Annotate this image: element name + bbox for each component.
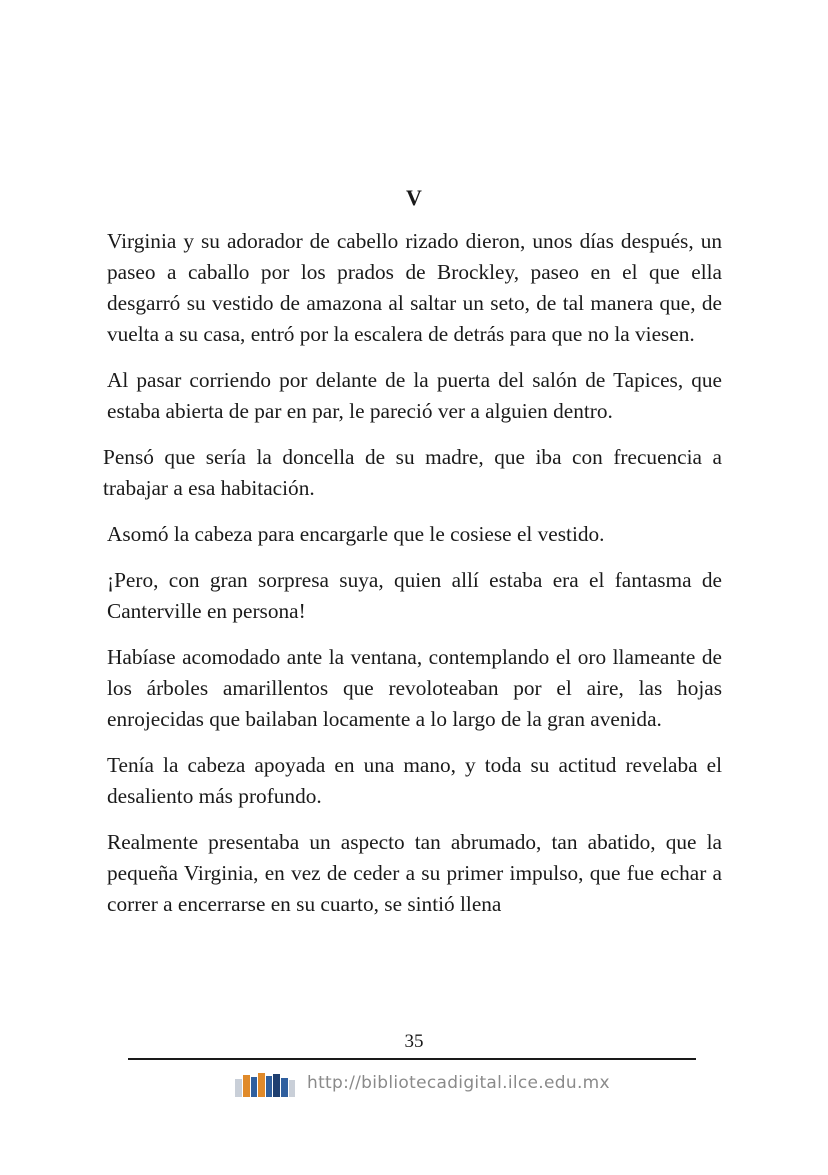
paragraph-3: Pensó que sería la doncella de su madre, que iba con frecuencia a trabajar a esa habitación. [103, 445, 722, 500]
paragraph-4: Asomó la cabeza para encargarle que le cosiese el vestido. [107, 522, 605, 546]
footer [233, 1068, 610, 1098]
paragraph-6: Habíase acomodado ante la ventana, contemplando el oro llameante de los árboles amarillentos que revoloteaban por el aire, las hojas enrojecidas que bailaban locamente a lo largo de la gran avenida. [107, 645, 722, 731]
paragraph-1: Virginia y su adorador de cabello rizado dieron, unos días después, un paseo a caballo por los prados de Brockley, paseo en el que ella desgarró su vestido de amazona al saltar un seto, de tal manera que, de vuelta a su casa, entró por la escalera de detrás para que no la viesen. [107, 229, 722, 346]
page-number: 35 [404, 1031, 424, 1052]
footer-divider [128, 1058, 696, 1060]
chapter-heading: V [406, 185, 422, 210]
paragraph-8: Realmente presentaba un aspecto tan abrumado, tan abatido, que la pequeña Virginia, en vez de ceder a su primer impulso, que fue echar a correr a encerrarse en su cuarto, se sintió llena [107, 830, 722, 916]
paragraph-5: ¡Pero, con gran sorpresa suya, quien allí estaba era el fantasma de Canterville en persona! [107, 568, 722, 623]
paragraph-2: Al pasar corriendo por delante de la puerta del salón de Tapices, que estaba abierta de par en par, le pareció ver a alguien dentro. [107, 368, 722, 423]
books-icon [233, 1068, 299, 1098]
body-text [103, 226, 722, 935]
footer-url-link[interactable]: http://bibliotecadigital.ilce.edu.mx [307, 1073, 610, 1093]
paragraph-7: Tenía la cabeza apoyada en una mano, y toda su actitud revelaba el desaliento más profundo. [107, 753, 722, 808]
